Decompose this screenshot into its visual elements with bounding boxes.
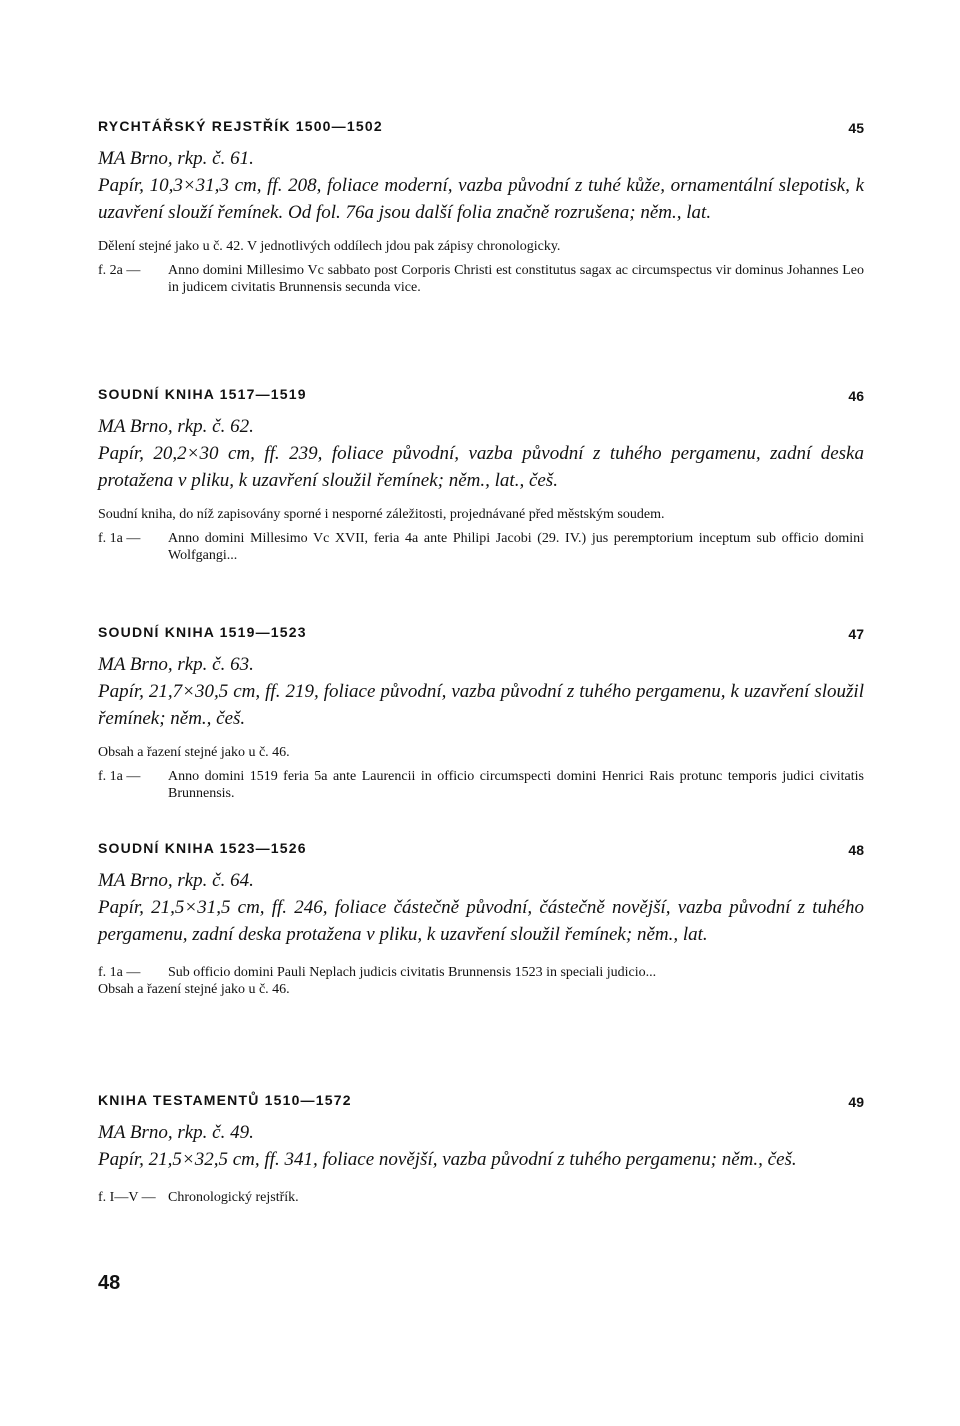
folio-text: Sub officio domini Pauli Neplach judicis civitatis Brunnensis 1523 in speciali judicio...	[168, 965, 657, 980]
folio-text: Anno domini Millesimo Vc XVII, feria 4a ante Philipi Jacobi (29. IV.) jus peremptorium inceptum sub officio domini Wolfgangi...	[168, 531, 864, 563]
entry-folio	[98, 768, 864, 802]
entry-folio	[98, 262, 864, 296]
folio-text: Anno domini 1519 feria 5a ante Laurencii in officio circumspecti domini Henrici Rais protunc temporis judici civitatis Brunnensis.	[168, 769, 864, 801]
entry-description: Papír, 21,5×31,5 cm, ff. 246, foliace částečně původní, částečně novější, vazba původní z tuhého pergamenu, zadní deska protažena v pliku, k uzavření sloužil řemínek; něm., lat.	[98, 897, 864, 945]
entry-note: Obsah a řazení stejné jako u č. 46.	[98, 745, 290, 760]
entry-description: Papír, 20,2×30 cm, ff. 239, foliace původní, vazba původní z tuhého pergamenu, zadní deska protažena v pliku, k uzavření sloužil řemínek; něm., lat., češ.	[98, 443, 864, 491]
entry-header	[98, 1092, 864, 1114]
entry-description: Papír, 21,5×32,5 cm, ff. 341, foliace novější, vazba původní z tuhého pergamenu; něm., češ.	[98, 1149, 797, 1170]
entry-folio	[98, 1189, 864, 1206]
entry-signature: MA Brno, rkp. č. 64.	[98, 870, 254, 891]
entry-note: Soudní kniha, do níž zapisovány sporné i nesporné záležitosti, projednávané před městským soudem.	[98, 507, 665, 522]
entry-number: 48	[848, 842, 864, 858]
folio-label: f. 1a —	[98, 769, 141, 784]
entry-45	[98, 118, 864, 296]
page-number: 48	[98, 1272, 121, 1294]
entry-header	[98, 386, 864, 408]
entry-description: Papír, 21,7×30,5 cm, ff. 219, foliace původní, vazba původní z tuhého pergamenu, k uzavření sloužil řemínek; něm., češ.	[98, 681, 864, 729]
folio-label: f. I—V —	[98, 1190, 156, 1205]
entry-description: Papír, 10,3×31,3 cm, ff. 208, foliace moderní, vazba původní z tuhé kůže, ornamentální slepotisk, k uzavření slouží řemínek. Od fol. 76a jsou další folia značně rozrušena; něm., lat.	[98, 175, 864, 223]
entry-header	[98, 624, 864, 646]
entry-number: 46	[848, 388, 864, 404]
entry-48	[98, 840, 864, 998]
entry-number: 45	[848, 120, 864, 136]
folio-text: Anno domini Millesimo Vc sabbato post Corporis Christi est constitutus sagax ac circumspectus vir dominus Johannes Leo in judicem civitatis Brunnensis secunda vice.	[168, 263, 864, 295]
entry-note: Dělení stejné jako u č. 42. V jednotlivých oddílech jdou pak zápisy chronologicky.	[98, 239, 561, 254]
folio-label: f. 1a —	[98, 531, 141, 546]
entry-folio	[98, 530, 864, 564]
entry-49	[98, 1092, 864, 1206]
entry-folio	[98, 964, 864, 981]
folio-label: f. 1a —	[98, 965, 141, 980]
folio-text: Chronologický rejstřík.	[168, 1190, 299, 1205]
entry-47	[98, 624, 864, 802]
entry-title: RYCHTÁŘSKÝ REJSTŘÍK 1500—1502	[98, 118, 383, 134]
entry-signature: MA Brno, rkp. č. 61.	[98, 148, 254, 169]
entry-title: KNIHA TESTAMENTŮ 1510—1572	[98, 1092, 352, 1108]
entry-header	[98, 840, 864, 862]
entry-signature: MA Brno, rkp. č. 49.	[98, 1122, 254, 1143]
entry-title: SOUDNÍ KNIHA 1523—1526	[98, 840, 307, 856]
folio-label: f. 2a —	[98, 263, 141, 278]
entry-number: 47	[848, 626, 864, 642]
entry-signature: MA Brno, rkp. č. 62.	[98, 416, 254, 437]
entry-title: SOUDNÍ KNIHA 1519—1523	[98, 624, 307, 640]
entry-title: SOUDNÍ KNIHA 1517—1519	[98, 386, 307, 402]
entry-46	[98, 386, 864, 564]
entry-header	[98, 118, 864, 140]
entry-note: Obsah a řazení stejné jako u č. 46.	[98, 982, 290, 997]
entry-number: 49	[848, 1094, 864, 1110]
entry-signature: MA Brno, rkp. č. 63.	[98, 654, 254, 675]
